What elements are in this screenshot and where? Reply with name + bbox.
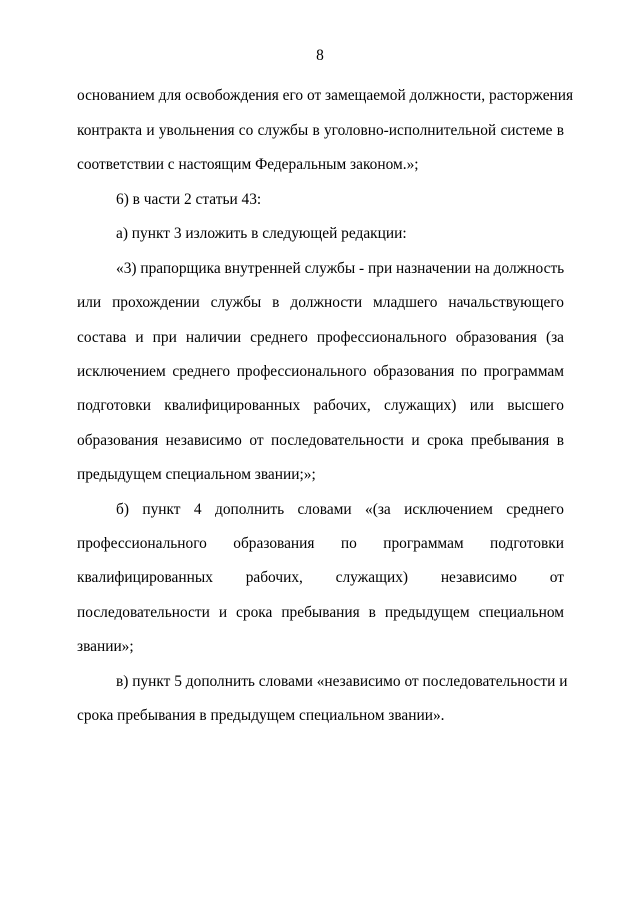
text-line: б) пункт 4 дополнить словами «(за исключением среднего <box>116 501 564 518</box>
text-line: последовательности и срока пребывания в предыдущем специальном <box>77 604 564 621</box>
text-line: 6) в части 2 статьи 43: <box>116 191 262 208</box>
text-line: «3) прапорщика внутренней службы - при назначении на должность <box>116 260 565 277</box>
text-line: образования независимо от последовательности и срока пребывания в <box>77 432 564 449</box>
text-line: подготовки квалифицированных рабочих, служащих) или высшего <box>77 397 564 414</box>
page-number: 8 <box>316 47 324 64</box>
text-line: звании»; <box>77 638 134 655</box>
text-line: предыдущем специальном звании;»; <box>77 466 316 483</box>
text-line: основанием для освобождения его от замещаемой должности, расторжения <box>77 87 574 104</box>
text-line: исключением среднего профессионального образования по программам <box>77 363 564 380</box>
text-line: или прохождении службы в должности младшего начальствующего <box>77 294 564 311</box>
text-line: профессионального образования по программам подготовки <box>77 535 564 552</box>
text-line: квалифицированных рабочих, служащих) независимо от <box>77 569 564 586</box>
text-line: соответствии с настоящим Федеральным законом.»; <box>77 156 419 173</box>
text-line: контракта и увольнения со службы в уголовно-исполнительной системе в <box>77 122 564 139</box>
text-line: в) пункт 5 дополнить словами «независимо от последовательности и <box>116 673 568 690</box>
text-line: а) пункт 3 изложить в следующей редакции: <box>116 225 407 242</box>
text-line: срока пребывания в предыдущем специальном звании». <box>77 707 445 724</box>
text-line: состава и при наличии среднего профессионального образования (за <box>77 329 564 346</box>
